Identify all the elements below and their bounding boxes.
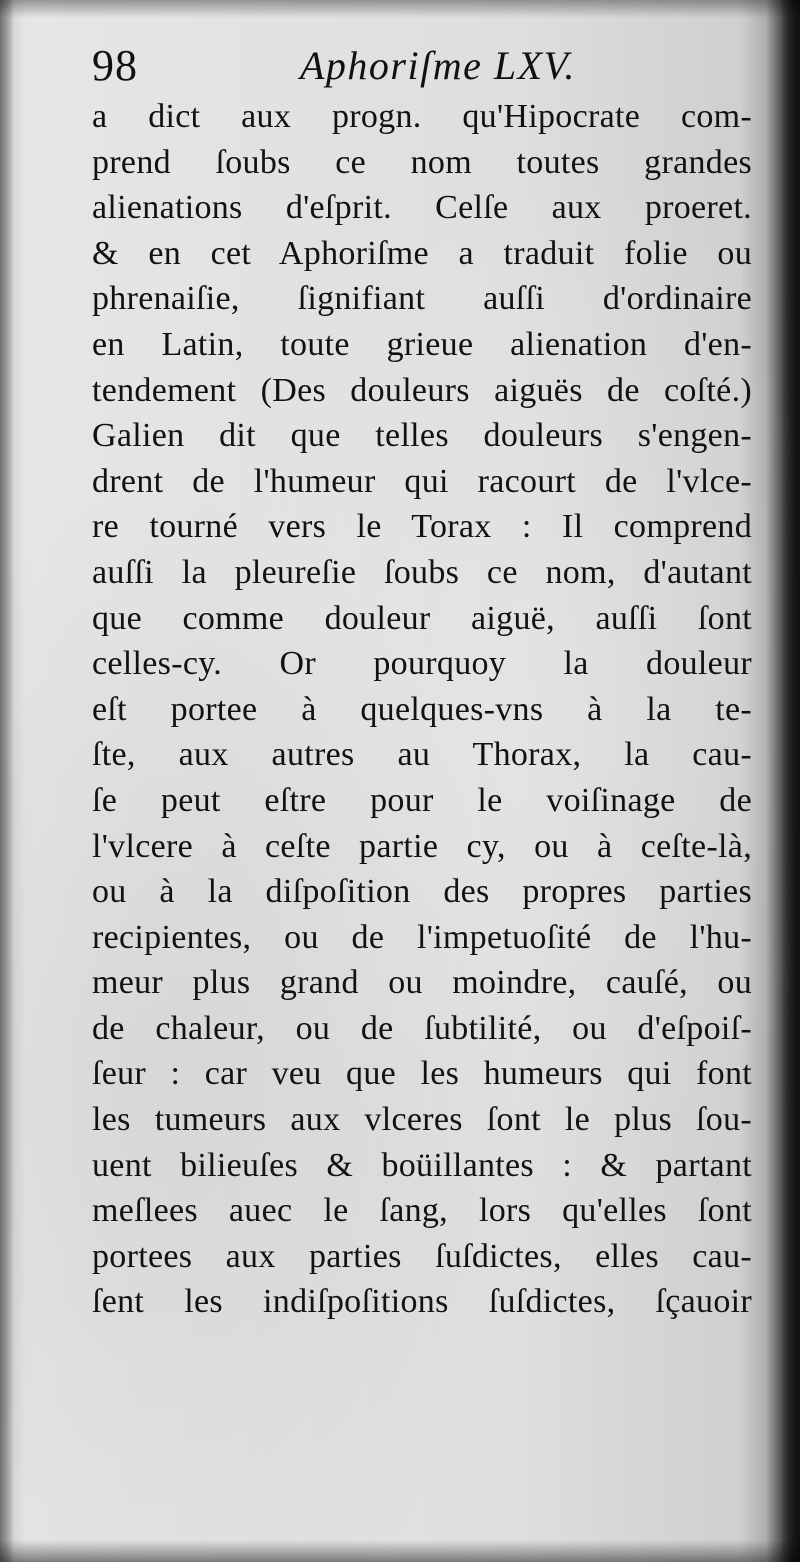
text-line: eſt portee à quelques-vns à la te-: [92, 690, 752, 728]
text-line: tendement (Des douleurs aiguës de coſté.): [92, 371, 752, 409]
text-line: que comme douleur aiguë, auſſi ſont: [92, 599, 752, 637]
text-line: phrenaiſie, ſignifiant auſſi d'ordinaire: [92, 280, 752, 318]
text-line: auſſi la pleureſie ſoubs ce nom, d'autant: [92, 553, 752, 591]
text-line: Galien dit que telles douleurs s'engen-: [92, 417, 752, 455]
page-number: 98: [92, 41, 138, 90]
text-line: portees aux parties ſuſdictes, elles cau-: [92, 1237, 752, 1275]
text-line: & en cet Aphoriſme a traduit folie ou: [92, 234, 752, 272]
text-line: les tumeurs aux vlceres ſont le plus ſou-: [92, 1101, 752, 1139]
top-edge-shadow: [0, 0, 800, 18]
text-line: celles-cy. Or pourquoy la douleur: [92, 645, 752, 683]
text-line: ſe peut eſtre pour le voiſinage de: [92, 781, 752, 819]
text-line: meur plus grand ou moindre, cauſé, ou: [92, 964, 752, 1002]
text-line: l'vlcere à ceſte partie cy, ou à ceſte-là,: [92, 827, 752, 865]
text-line: re tourné vers le Torax : Il comprend: [92, 508, 752, 546]
text-line: ou à la diſpoſition des propres parties: [92, 873, 752, 911]
text-line: ſent les indiſpoſitions ſuſdictes, ſçauoir: [92, 1283, 752, 1321]
text-line: a dict aux progn. qu'Hipocrate com-: [92, 98, 752, 135]
right-gutter-shadow: [766, 0, 800, 1562]
text-line: de chaleur, ou de ſubtilité, ou d'eſpoiſ-: [92, 1009, 752, 1047]
text-line: uent bilieuſes & boüillantes : & partant: [92, 1146, 752, 1184]
text-line: alienations d'eſprit. Celſe aux proeret.: [92, 189, 752, 227]
text-line: ſeur : car veu que les humeurs qui font: [92, 1055, 752, 1093]
running-title: Aphoriſme LXV.: [300, 43, 576, 88]
body-text: [92, 94, 752, 1325]
text-line: en Latin, toute grieue alienation d'en-: [92, 325, 752, 363]
text-line: recipientes, ou de l'impetuoſité de l'hu-: [92, 918, 752, 956]
text-line: meſlees auec le ſang, lors qu'elles ſont: [92, 1192, 752, 1230]
left-page-edge: [0, 0, 14, 1562]
text-line: drent de l'humeur qui racourt de l'vlce-: [92, 462, 752, 500]
text-line: ſte, aux autres au Thorax, la cau-: [92, 736, 752, 774]
bottom-edge-shadow: [0, 1540, 800, 1562]
page-header: [92, 36, 752, 96]
text-line: prend ſoubs ce nom toutes grandes: [92, 143, 752, 181]
